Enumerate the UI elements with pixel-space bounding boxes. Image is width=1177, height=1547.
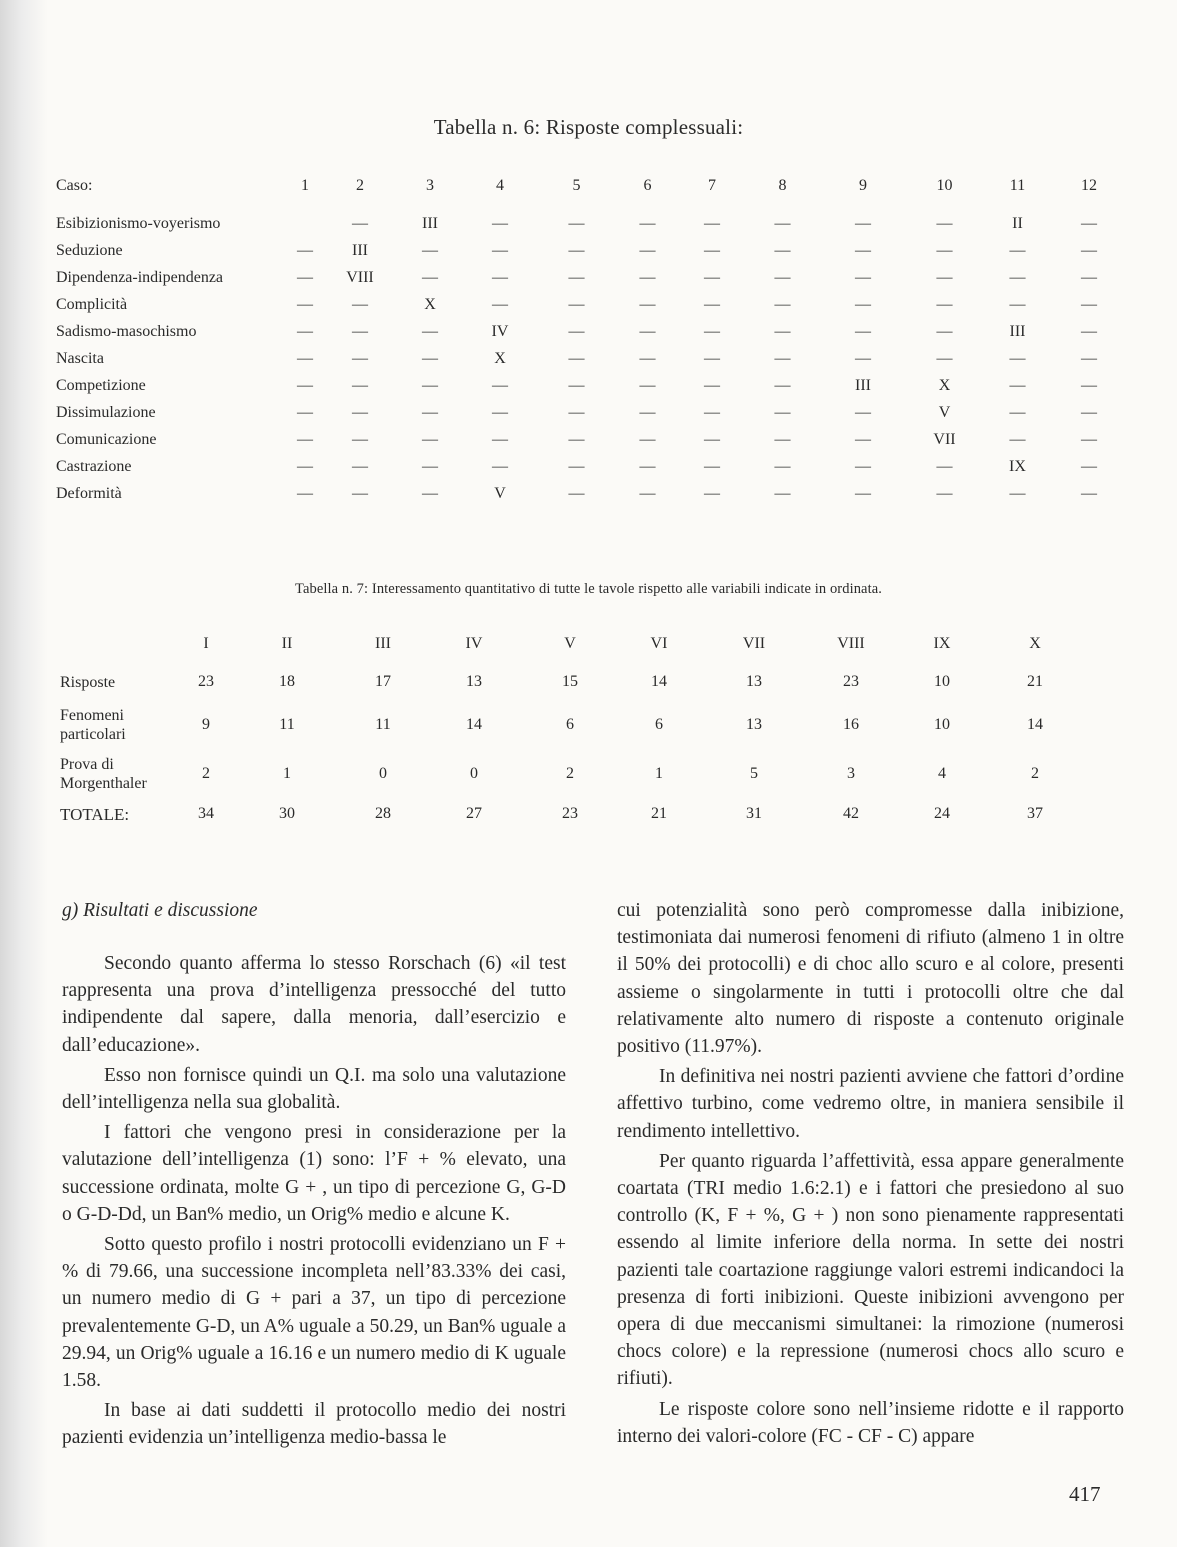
table7-caption: Tabella n. 7: Interessamento quantitativo di tutte le tavole rispetto alle variabili indicate in ordinata. [295,581,882,597]
table6 [56,172,1127,507]
table-cell: — [936,349,953,367]
table-cell: — [855,349,871,367]
table-cell: X [424,295,436,313]
table-cell: — [492,268,508,286]
table-row [56,426,1127,453]
row-label: Seduzione [56,241,123,259]
table-row [56,453,1127,480]
table-cell: — [1081,430,1097,448]
table-cell: — [936,484,953,502]
table-cell: — [639,349,656,367]
table-cell: 14 [466,716,482,733]
table-cell: — [855,484,871,502]
page-number: 417 [1069,1482,1101,1506]
table-cell: — [774,484,791,502]
table-cell: — [855,457,871,475]
table-cell: — [1009,430,1026,448]
row-label: Esibizionismo-voyerismo [56,214,221,232]
table-cell: 21 [651,805,667,822]
table6-col-header: 2 [356,177,364,194]
table6-col-header: 10 [936,177,953,194]
table-cell: 37 [1027,805,1043,822]
table-cell: — [936,241,953,259]
table6-col-header: 1 [301,177,309,194]
right-text-column [617,897,1124,1450]
table-cell: 1 [283,765,291,782]
table-cell: — [704,268,720,286]
table-cell [288,210,322,237]
table-cell: — [704,349,720,367]
table-cell: 23 [843,673,859,690]
table-cell: X [938,376,951,394]
table6-col-header: 3 [426,177,434,194]
table-cell: — [568,214,585,232]
table-cell: VII [933,430,956,448]
table-cell: — [568,484,585,502]
table-cell: 42 [843,805,859,822]
table6-col-header: 4 [496,177,504,194]
table-cell: IX [1009,457,1026,475]
table-cell: — [1081,322,1097,340]
table7-header [60,625,1080,663]
table-row [60,799,1080,829]
table-cell: 18 [279,673,295,690]
table-cell: — [1009,268,1026,286]
table-cell: 21 [1027,673,1043,690]
table-cell: 14 [1027,716,1043,733]
table-cell: 23 [198,673,214,690]
table6-col-header: 7 [708,177,716,194]
table-cell: 11 [279,716,295,733]
table-row [60,749,1080,799]
paragraph: Le risposte colore sono nell’insieme ridotte e il rapporto interno dei valori-colore (FC - CF - C) appare [617,1398,1124,1447]
table-cell: IV [491,322,509,340]
table-cell: — [704,484,720,502]
table-cell: 6 [566,716,574,733]
table-cell: 0 [470,765,478,782]
table-cell: — [297,268,313,286]
table6-body [56,210,1127,507]
table-cell: 6 [655,716,663,733]
table6-col-header: 11 [1009,177,1026,194]
table-cell: 13 [746,673,762,690]
table7-col-header: V [564,635,576,652]
table-cell: 17 [375,673,391,690]
table-cell: — [568,349,585,367]
table-cell: — [1009,403,1026,421]
table-cell: 27 [466,805,482,822]
table-cell: — [639,484,656,502]
table-cell: — [492,457,508,475]
table-row [56,237,1127,264]
table-cell: — [422,430,438,448]
table-row [56,264,1127,291]
table-cell: — [855,430,871,448]
section-heading: g) Risultati e discussione [62,900,258,921]
table-cell: — [1081,457,1097,475]
table-cell: — [492,241,508,259]
table-row [60,701,1080,749]
table-cell: — [855,268,871,286]
table-cell: — [568,403,585,421]
table-cell: 15 [562,673,578,690]
paragraph: Secondo quanto afferma lo stesso Rorschach (6) «il test rappresenta una prova d’intelligenza pressocché del tutto indipendente dal sapere, dalla menoria, dall’esercizio e dall’educazione». [62,953,566,1056]
row-label: Comunicazione [56,430,157,448]
table-cell: II [1012,214,1023,232]
table6-col-header: 9 [859,177,867,194]
table-cell: — [936,457,953,475]
row-label: Dipendenza-indipendenza [56,268,224,286]
table-cell: — [352,403,368,421]
table6-col-header: 8 [778,177,787,194]
table-cell: — [774,322,791,340]
table-cell: III [422,214,438,232]
table-cell: — [568,295,585,313]
paragraph: Per quanto riguarda l’affettività, essa appare generalmente coartata (TRI medio 1.6:2.1) e i fattori che presiedono al suo controllo (K, F + %, G + ) non sono pienamente rappresentati essendo al limite inferiore della norma. In sette dei nostri pazienti tale coartazione raggiunge valori estremi indicandoci la presenza di forti inibizioni. Queste inibizioni avvengono per opera di due meccanismi simultanei: la rimozione (numerosi chocs colore) e la repressione (numerosi chocs allo scuro e rifiuti). [617,1150,1124,1390]
table6-col-header: 12 [1081,177,1097,194]
paragraph: In base ai dati suddetti il protocollo medio dei nostri pazienti evidenzia un’intelligenza medio-bassa le [62,1400,566,1449]
row-label: Sadismo-masochismo [56,322,197,340]
table-cell: — [855,241,871,259]
row-label: Castrazione [56,457,132,475]
table-cell: — [639,457,656,475]
table-cell: — [568,241,585,259]
row-label: Dissimulazione [56,403,156,421]
table-row [56,210,1127,237]
table-cell: — [297,376,313,394]
row-label: Risposte [60,673,116,691]
table-cell: — [492,214,508,232]
paragraph: cui potenzialità sono però compromesse dalla inibizione, testimoniata dai numerosi fenomeni di rifiuto (almeno 1 in oltre il 50% dei protocolli) e di choc allo scuro e al colore, presenti assieme o singolarmente in tutti i protocolli oltre che dal relativamente alto numero di risposte a contenuto originale positivo (11.97%). [617,900,1124,1058]
table-cell: — [352,214,368,232]
table-cell: — [492,430,508,448]
table-row [56,480,1127,507]
table-cell: — [492,403,508,421]
table-row [56,291,1127,318]
table-cell: — [1009,376,1026,394]
table-row [60,663,1080,701]
table-cell: — [297,484,313,502]
table-cell: — [422,403,438,421]
table-cell: — [639,295,656,313]
table-cell: — [855,322,871,340]
table-cell: — [639,376,656,394]
table-cell: — [774,430,791,448]
table-cell: — [352,349,368,367]
table-row [56,399,1127,426]
table-cell: — [936,268,953,286]
table-cell: — [774,349,791,367]
table6-col-header: 5 [572,177,581,194]
paragraph: In definitiva nei nostri pazienti avviene che fattori d’ordine affettivo turbino, come vedremo oltre, in maniera sensibile il rendimento intellettivo. [617,1066,1124,1142]
table-cell: — [639,268,656,286]
table-cell: 28 [375,805,391,822]
table-cell: — [704,376,720,394]
table-cell: — [1009,484,1026,502]
table-cell: — [774,241,791,259]
table-cell: 14 [651,673,667,690]
table-cell: — [1009,295,1026,313]
table-cell: — [352,376,368,394]
table-cell: — [352,484,368,502]
table7-col-header: III [375,635,391,652]
table-cell: — [639,430,656,448]
table-cell: — [704,241,720,259]
table-cell: 9 [202,716,210,733]
table-cell: 2 [1031,765,1039,782]
table6-header [56,172,1127,200]
table-cell: — [639,403,656,421]
table-cell: — [568,430,585,448]
table-row [56,372,1127,399]
table-cell: — [297,241,313,259]
table-cell: — [1081,295,1097,313]
table7-col-header: IV [465,635,483,652]
table6-caso-label: Caso: [56,177,93,194]
table-cell: — [1081,376,1097,394]
table-cell: — [774,295,791,313]
table-cell: 1 [655,765,663,782]
table6-title: Tabella n. 6: Risposte complessuali: [433,115,744,139]
table7-col-header: IX [933,635,951,652]
table-cell: V [938,403,951,421]
table-cell: — [855,214,871,232]
table-cell: 2 [566,765,574,782]
table-cell: 0 [379,765,387,782]
table-cell: — [422,376,438,394]
left-text-column [62,897,566,1452]
row-label: Nascita [56,349,104,367]
table-cell: 23 [562,805,578,822]
table-cell: — [352,295,368,313]
table-cell: — [774,268,791,286]
table-cell: — [1081,241,1097,259]
table-cell: — [297,430,313,448]
table-cell: — [568,457,585,475]
table-cell: — [1009,349,1026,367]
table-cell: — [297,322,313,340]
table-cell: 24 [934,805,950,822]
table-cell: — [568,268,585,286]
table-cell: — [297,457,313,475]
table-cell: — [568,376,585,394]
table-cell: VIII [346,268,374,286]
table-cell: 5 [750,765,758,782]
table-cell: 30 [279,805,295,822]
table-cell: — [492,295,508,313]
table-cell: 11 [375,716,391,733]
table-cell: — [774,403,791,421]
table-cell: — [704,457,720,475]
table-cell: — [774,457,791,475]
table7-col-header: I [203,635,209,652]
table-cell: — [422,349,438,367]
row-label: Complicità [56,295,128,313]
table-cell: III [1009,322,1026,340]
table-cell: — [774,214,791,232]
table-cell: — [352,322,368,340]
table-cell: — [936,295,953,313]
table-cell: — [639,214,656,232]
table-cell: 13 [466,673,482,690]
table-cell: 34 [198,805,214,822]
table-cell: 3 [847,765,855,782]
table-cell: — [639,241,656,259]
table-cell: — [297,295,313,313]
table-cell: — [352,430,368,448]
table-cell: — [1081,484,1097,502]
table7-col-header: VIII [837,635,865,652]
table-cell: 10 [934,673,950,690]
table-row [56,345,1127,372]
table7-col-header: VI [650,635,668,652]
table-cell: 13 [746,716,762,733]
table-cell: — [1081,403,1097,421]
row-label: Deformità [56,484,122,502]
table-cell: 10 [934,716,950,733]
table-cell: — [1081,268,1097,286]
table-cell: — [1081,214,1097,232]
table-cell: — [568,322,585,340]
table-cell: — [855,295,871,313]
table-cell: 31 [746,805,762,822]
paragraph: Esso non fornisce quindi un Q.I. ma solo una valutazione dell’intelligenza nella sua globalità. [62,1064,566,1114]
table-cell: — [774,376,791,394]
table-cell: X [494,349,506,367]
table7 [60,625,1080,829]
table-cell: — [704,403,720,421]
table-cell: — [422,322,438,340]
paragraph: I fattori che vengono presi in considerazione per la valutazione dell’intelligenza (1) sono: l’F + % elevato, una successione ordinata, molte G + , un tipo di percezione G, G-D o G-D-Dd, un Ban% medio, un Orig% medio e alcune K. [62,1122,566,1225]
table-cell: — [936,214,953,232]
table-cell: — [1081,349,1097,367]
table-cell: III [855,376,871,394]
table-cell: — [639,322,656,340]
table-cell: — [704,322,720,340]
row-label: Prova di Morgenthaler [60,756,147,792]
row-label: Competizione [56,376,146,394]
table-cell: — [297,349,313,367]
table-cell: — [352,457,368,475]
paragraph: Sotto questo profilo i nostri protocolli evidenziano un F + % di 79.66, una successione incompleta nell’83.33% dei casi, un numero medio di G + pari a 37, un tipo di percezione prevalentemente G-D, un A% uguale a 50.29, un Ban% uguale a 29.94, un Orig% uguale a 16.16 e un numero medio di K uguale 1.58. [62,1234,566,1392]
table-cell: — [1009,241,1026,259]
table-cell: — [704,214,720,232]
table-cell: — [297,403,313,421]
table-cell: — [704,430,720,448]
table-cell: 4 [938,765,946,782]
table-cell: — [422,457,438,475]
table-cell: 2 [202,765,210,782]
table-cell: — [422,268,438,286]
table-cell: — [422,241,438,259]
row-label: TOTALE: [60,804,130,824]
table-cell: — [422,484,438,502]
table7-col-header: II [281,635,293,652]
page-binding-shadow [0,0,48,1547]
table-cell: — [492,376,508,394]
table-cell: — [936,322,953,340]
table6-col-header: 6 [643,177,652,194]
table-cell: — [855,403,871,421]
table-cell: V [494,484,506,502]
table7-col-header: X [1029,635,1041,652]
table-cell: 16 [843,716,859,733]
table-row [56,318,1127,345]
row-label: Fenomeni particolari [60,707,126,743]
table-cell: — [704,295,720,313]
table-cell: III [352,241,368,259]
table7-col-header: VII [742,635,766,652]
